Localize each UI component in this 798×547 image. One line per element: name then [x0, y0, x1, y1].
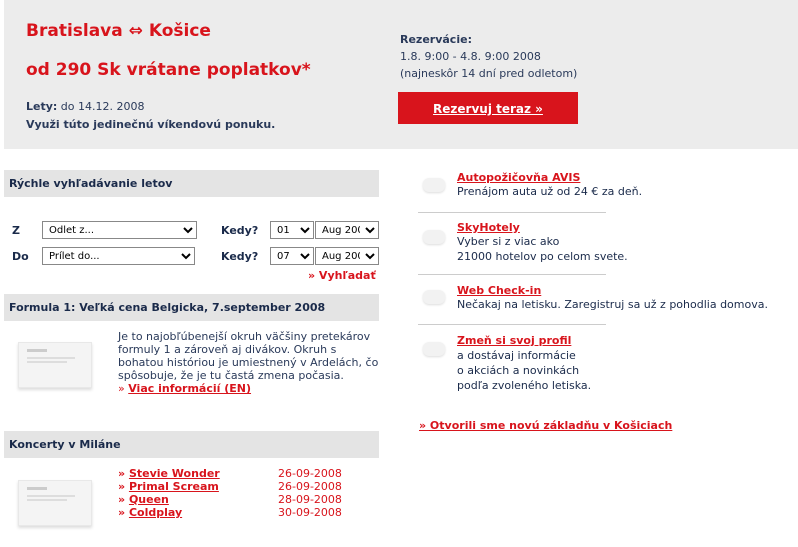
formula-description: Je to najobľúbenejší okruh väčšiny pretekárov formuly 1 a zároveň aj divákov. Okruh s bohatou históriou je umiestnený v Ardelách, čo spôsobuje, že je tu častá zmena počasia. — [118, 330, 379, 382]
concert-item: » Primal Scream — [118, 480, 219, 493]
sidebar-item-profile-text: a dostávaj informácie o akciách a novinkách podľa zvoleného letiska. — [457, 349, 592, 392]
return-when-label: Kedy? — [221, 250, 259, 263]
profile-icon — [423, 342, 445, 356]
reservation-note: (najneskôr 14 dní pred odletom) — [400, 67, 578, 80]
book-now-button[interactable]: Rezervuj teraz » — [398, 92, 578, 124]
promo-offer: Využi túto jedinečnú víkendovú ponuku. — [26, 118, 276, 131]
sidebar-item-web-checkin-text: Nečakaj na letisku. Zaregistruj sa už z pohodlia domova. — [457, 298, 768, 311]
formula-more-info-link[interactable]: Viac informácií (EN) — [128, 382, 252, 395]
sidebar-divider — [418, 274, 606, 275]
reservation-dates: 1.8. 9:00 - 4.8. 9:00 2008 — [400, 50, 541, 63]
search-link[interactable]: » Vyhľadať — [308, 269, 376, 282]
sidebar-divider — [418, 324, 606, 325]
checkin-icon — [423, 290, 445, 304]
depart-month-select[interactable] — [315, 221, 379, 239]
concert-date: 26-09-2008 — [278, 480, 342, 493]
depart-day-select[interactable] — [270, 221, 314, 239]
promo-price: od 290 Sk vrátane poplatkov* — [26, 60, 311, 80]
from-label: Z — [12, 224, 20, 237]
promo-banner — [4, 0, 798, 149]
concert-item: » Coldplay — [118, 506, 183, 519]
depart-when-label: Kedy? — [221, 224, 259, 237]
concert-date: 30-09-2008 — [278, 506, 342, 519]
avis-icon — [423, 178, 445, 192]
concert-link-stevie-wonder[interactable]: Stevie Wonder — [128, 467, 220, 480]
departure-select[interactable] — [42, 221, 197, 239]
sidebar-item-skyhotely-text: Vyber si z viac ako 21000 hotelov po celom svete. — [457, 235, 628, 263]
to-label: Do — [12, 250, 29, 263]
promo-title: Bratislava ⇔ Košice — [26, 21, 211, 41]
concerts-heading: Koncerty v Miláne — [4, 431, 379, 458]
concert-link-coldplay[interactable]: Coldplay — [128, 506, 183, 519]
concert-item: » Queen — [118, 493, 169, 506]
return-day-select[interactable] — [270, 247, 314, 265]
concerts-thumbnail — [18, 480, 92, 526]
reservation-label: Rezervácie: — [400, 33, 472, 46]
sidebar-item-avis[interactable]: Autopožičovňa AVIS — [457, 171, 581, 184]
concert-date: 28-09-2008 — [278, 493, 342, 506]
formula-heading: Formula 1: Veľká cena Belgicka, 7.september 2008 — [4, 294, 379, 321]
flights-value: do 14.12. 2008 — [57, 100, 145, 113]
concert-date: 26-09-2008 — [278, 467, 342, 480]
sidebar-item-avis-text: Prenájom auta už od 24 € za deň. — [457, 185, 643, 198]
arrival-select[interactable] — [42, 247, 195, 265]
return-month-select[interactable] — [315, 247, 379, 265]
promo-flights-period — [26, 100, 145, 113]
sidebar-divider — [418, 212, 606, 213]
concert-link-queen[interactable]: Queen — [128, 493, 169, 506]
concert-item: » Stevie Wonder — [118, 467, 220, 480]
formula-link-arrow: » — [118, 382, 129, 395]
sidebar-item-profile[interactable]: Zmeň si svoj profil — [457, 334, 572, 347]
search-heading: Rýchle vyhľadávanie letov — [4, 170, 379, 197]
sidebar-item-web-checkin[interactable]: Web Check-in — [457, 284, 542, 297]
formula-text — [118, 330, 380, 395]
hotel-icon — [423, 230, 445, 244]
news-kosice-link[interactable]: » Otvorili sme novú základňu v Košiciach — [419, 419, 673, 432]
sidebar-item-skyhotely[interactable]: SkyHotely — [457, 221, 520, 234]
concert-link-primal-scream[interactable]: Primal Scream — [128, 480, 219, 493]
flights-label: Lety: — [26, 100, 58, 113]
formula-thumbnail — [18, 342, 92, 388]
